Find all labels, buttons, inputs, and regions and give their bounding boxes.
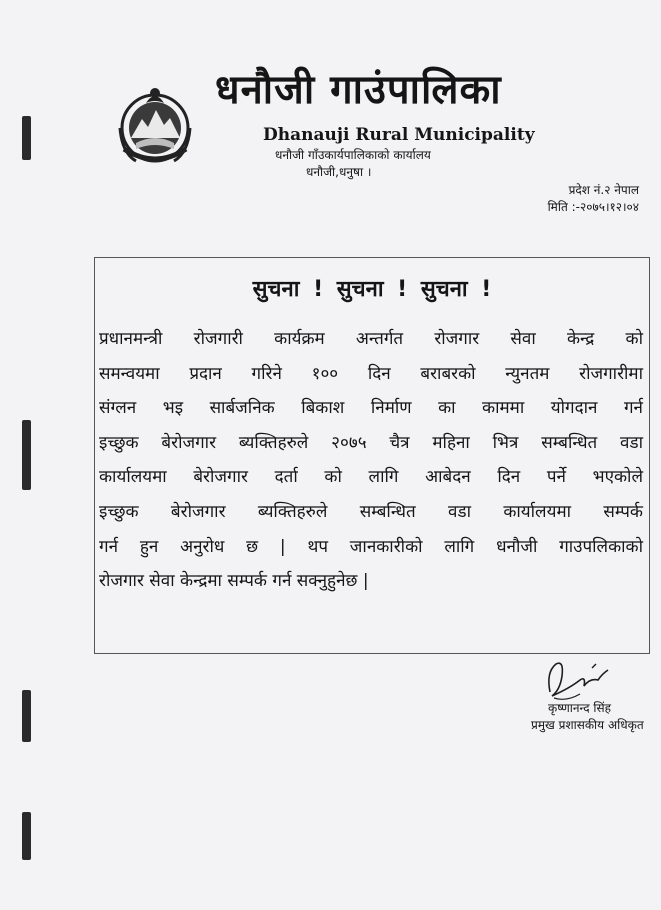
- notice-body: [99, 322, 643, 599]
- municipality-title-nepali: धनौजी गाउंपालिका: [215, 67, 502, 113]
- office-address: धनौजी,धनुषा ।: [306, 165, 372, 179]
- notice-line: प्रधानमन्त्री रोजगारी कार्यक्रम अन्तर्गत रोजगार सेवा केन्द्र को: [99, 329, 643, 349]
- signatory-title: प्रमुख प्रशासकीय अधिकृत: [531, 718, 644, 732]
- signatory-name: कृष्णानन्द सिंह: [548, 701, 612, 715]
- notice-heading: सुचना ! सुचना ! सुचना !: [252, 277, 492, 302]
- office-name: धनौजी गाँउकार्यपालिकाको कार्यालय: [275, 148, 431, 162]
- notice-line: संग्लन भइ सार्बजनिक बिकाश निर्माण का काममा योगदान गर्न: [99, 398, 643, 419]
- notice-line: कार्यालयमा बेरोजगार दर्ता को लागि आबेदन दिन पर्ने भएकोले: [99, 467, 643, 488]
- notice-line: इच्छुक बेरोजगार ब्यक्तिहरुले सम्बन्धित वडा कार्यालयमा सम्पर्क: [99, 501, 643, 522]
- notice-line: रोजगार सेवा केन्द्रमा सम्पर्क गर्न सक्नुहुनेछ |: [99, 571, 369, 592]
- province-label: प्रदेश नं.२ नेपाल: [568, 183, 639, 197]
- notice-line: समन्वयमा प्रदान गरिने १०० दिन बराबरको न्युनतम रोजगारीमा: [99, 363, 643, 384]
- notice-date: मिति :-२०७५।१२।०४: [547, 200, 639, 214]
- scan-edge-mark: [22, 812, 31, 860]
- notice-line: गर्न हुन अनुरोध छ | थप जानकारीको लागि धनौजी गाउपलिकाको: [99, 536, 643, 557]
- scan-edge-mark: [22, 420, 31, 490]
- notice-box: [94, 257, 650, 654]
- notice-line: इच्छुक बेरोजगार ब्यक्तिहरुले २०७५ चैत्र महिना भित्र सम्बन्धित वडा: [99, 432, 643, 453]
- scan-edge-mark: [22, 690, 31, 742]
- municipality-title-english: Dhanauji Rural Municipality: [263, 125, 535, 145]
